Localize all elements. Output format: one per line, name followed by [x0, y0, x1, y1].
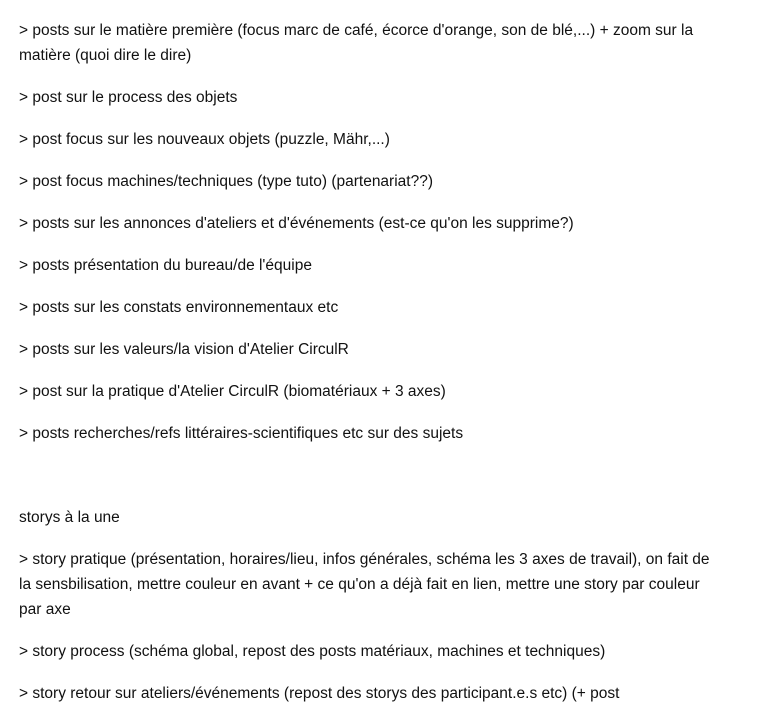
story-item-1: > story pratique (présentation, horaires/lieu, infos générales, schéma les 3 axes de travail), on fait de la sensbilisation, mettre couleur en avant + ce qu'on a déjà fait en lien, mettre une story par couleur par axe — [19, 551, 710, 618]
post-item-10: > posts recherches/refs littéraires-scientifiques etc sur des sujets — [19, 425, 464, 442]
story-item-3: > story retour sur ateliers/événements (repost des storys des participant.e.s etc) (+ post — [19, 685, 620, 702]
post-item-3: > post focus sur les nouveaux objets (puzzle, Mähr,...) — [19, 131, 390, 148]
post-item-2: > post sur le process des objets — [19, 89, 238, 106]
story-item-2: > story process (schéma global, repost des posts matériaux, machines et techniques) — [19, 643, 606, 660]
post-item-6: > posts présentation du bureau/de l'équipe — [19, 257, 312, 274]
document-body — [19, 18, 719, 706]
stories-heading: storys à la une — [19, 509, 120, 526]
post-item-8: > posts sur les valeurs/la vision d'Atelier CirculR — [19, 341, 349, 358]
post-item-5: > posts sur les annonces d'ateliers et d'événements (est-ce qu'on les supprime?) — [19, 215, 574, 232]
blank-space — [19, 463, 719, 505]
post-item-4: > post focus machines/techniques (type tuto) (partenariat??) — [19, 173, 433, 190]
post-item-1: > posts sur le matière première (focus marc de café, écorce d'orange, son de blé,...) + zoom sur la matière (quoi dire le dire) — [19, 22, 694, 64]
post-item-9: > post sur la pratique d'Atelier CirculR (biomatériaux + 3 axes) — [19, 383, 446, 400]
post-item-7: > posts sur les constats environnementaux etc — [19, 299, 339, 316]
